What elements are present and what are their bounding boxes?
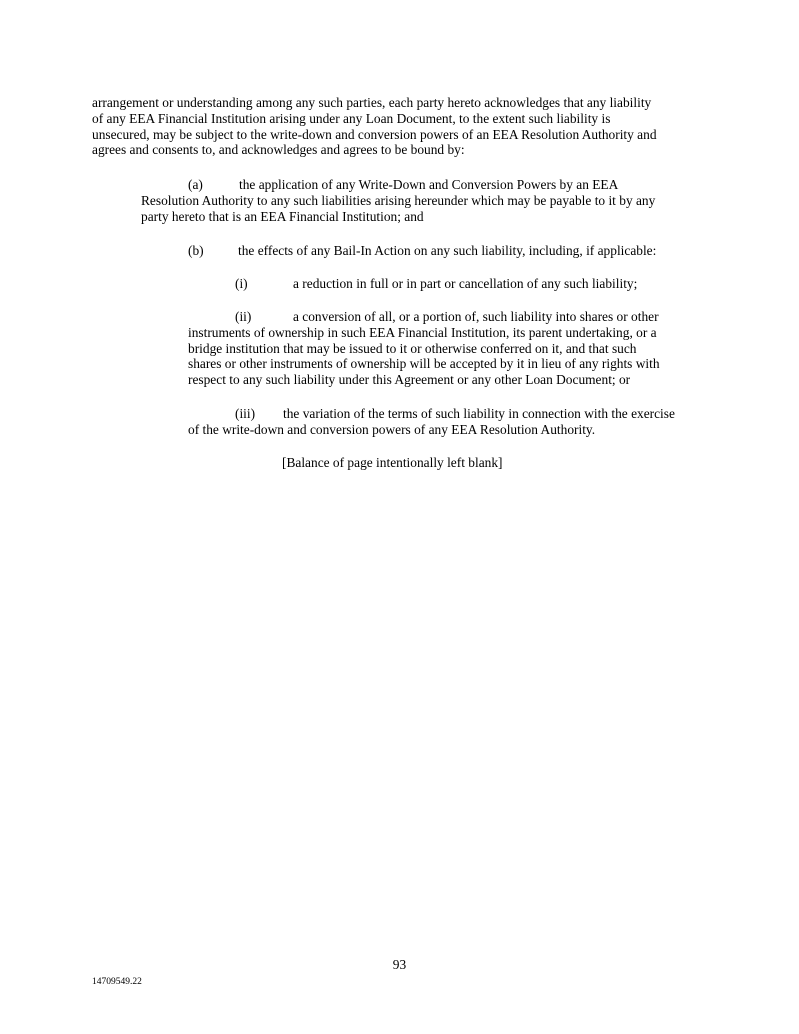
clause-b-ii-line: bridge institution that may be issued to it or otherwise conferred on it, and that such	[188, 340, 637, 356]
intro-line: of any EEA Financial Institution arising under any Loan Document, to the extent such liability is	[92, 110, 611, 126]
clause-b	[188, 243, 656, 259]
clause-b-i-text: a reduction in full or in part or cancellation of any such liability;	[293, 276, 638, 291]
clause-a-first-line	[141, 177, 655, 193]
clause-b-ii-label: (ii)	[235, 309, 252, 324]
clause-b-ii-first-line	[188, 309, 660, 325]
clause-b-ii-line: shares or other instruments of ownership will be accepted by it in lieu of any rights with	[188, 356, 660, 372]
clause-b-iii-line: of the write-down and conversion powers of any EEA Resolution Authority.	[188, 421, 596, 437]
clause-a-line: Resolution Authority to any such liabilities arising hereunder which may be payable to it by any	[141, 192, 656, 208]
clause-b-iii-first-line	[188, 406, 675, 422]
clause-b-ii-text: a conversion of all, or a portion of, such liability into shares or other	[293, 309, 659, 324]
intro-line: unsecured, may be subject to the write-down and conversion powers of an EEA Resolution Authority and	[92, 126, 657, 142]
clause-b-text: the effects of any Bail-In Action on any such liability, including, if applicable:	[238, 243, 657, 258]
page-number: 93	[392, 957, 407, 972]
clause-a-label: (a)	[188, 177, 203, 192]
clause-b-iii-text: the variation of the terms of such liability in connection with the exercise	[283, 406, 675, 421]
clause-b-ii	[188, 309, 660, 388]
intro-line: agrees and consents to, and acknowledges and agrees to be bound by:	[92, 142, 465, 158]
clause-b-ii-line: instruments of ownership in such EEA Financial Institution, its parent undertaking, or a	[188, 324, 657, 340]
clause-b-i-line	[235, 276, 637, 292]
clause-a-text: the application of any Write-Down and Conversion Powers by an EEA	[239, 177, 619, 192]
clause-b-iii	[188, 406, 675, 438]
clause-a-line: party hereto that is an EEA Financial Institution; and	[141, 208, 424, 224]
clause-b-label: (b)	[188, 243, 204, 258]
clause-b-iii-label: (iii)	[235, 406, 256, 421]
clause-b-i	[235, 276, 637, 292]
clause-b-line	[188, 243, 656, 259]
blank-page-note: [Balance of page intentionally left blank]	[282, 455, 503, 470]
clause-a	[141, 177, 655, 224]
intro-paragraph	[92, 95, 657, 158]
intro-line: arrangement or understanding among any such parties, each party hereto acknowledges that any liability	[92, 95, 652, 110]
document-id: 14709549.22	[92, 977, 142, 987]
clause-b-i-label: (i)	[235, 276, 248, 291]
clause-b-ii-line: respect to any such liability under this Agreement or any other Loan Document; or	[188, 372, 631, 388]
